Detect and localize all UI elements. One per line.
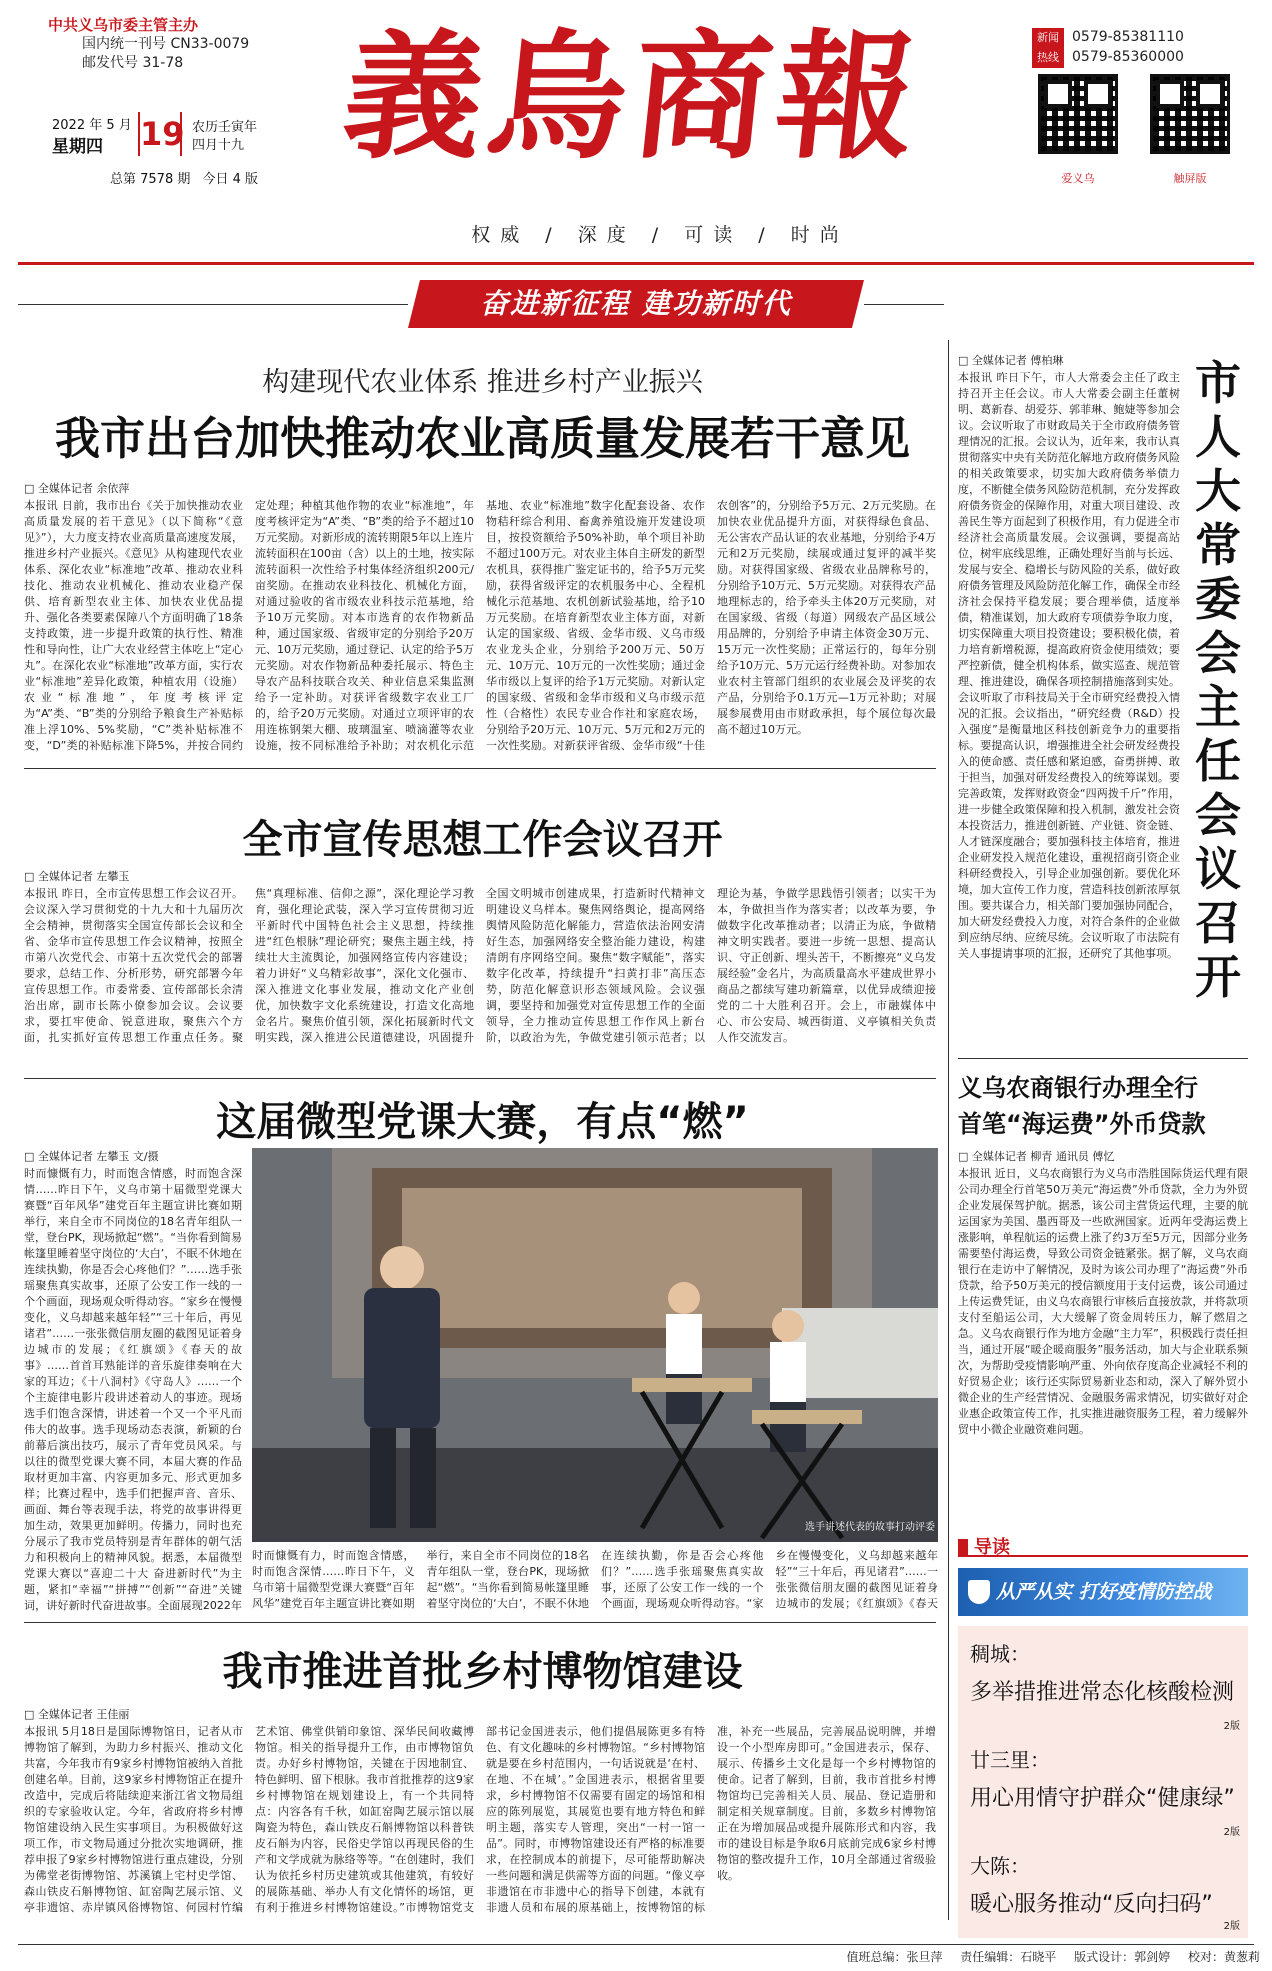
proofreader: 校对：黄葱莉 [1187,1950,1260,1964]
issue-line [110,168,258,187]
article2-headline[interactable]: 全市宣传思想工作会议召开 [242,817,723,863]
article1-body: 本报讯 日前，我市出台《关于加快推动农业高质量发展的若干意见》（以下简称“《意见》”），大力度支持农业高质量高速度发展，推进乡村产业振兴。《意见》从构建现代农业体系、深化农业“标准地”改革、推动农业科技化、推动农业机械化、推动农业稳产保供、培育新型农业主体、加快农业优品提升、强化各类要素保障八个方面明确了18条支持政策，进一步提升政策的执行性、精准性和导向性，让广大农业经营主体吃上“定心丸”。在深化农业“标准地”改革方面，实行农业“标准地”差异化政策，种植农用（设施）农业“标准地”，年度考核评定为“A”类、“B”类的分别给予粮食生产补贴标准上浮10%、5%奖励，“C”类补贴标准不变，“D”类的补贴标准下降5%，并按合同约定处理；种植其他作物的农业“标准地”，年度考核评定为“A”类、“B”类的给予不超过10万元奖励。对新形成的流转期限5年以上连片流转面积在100亩（含）以上的土地，按实际流转面积一次性给予村集体经济组织200元/亩奖励。在推动农业科技化、机械化方面，对通过验收的省市级农业科技示范基地，给予10万元奖励。对本市选育的农作物新品种，通过国家级、省级审定的分别给予20万元、10万元奖励，通过登记、认定的给予5万元奖励。对农作物新品种委托展示、特色主导农产品科技联合攻关、种业信息采集监测给予一定补助。对获评省级数字农业工厂的，给予20万元奖励。对通过立项评审的农用连栋钢架大棚、玻璃温室、喷滴灌等农业设施，按不同标准给予补助；对农机化示范基地、农业“标准地”数字化配套设备、农作物秸秆综合利用、畜禽养殖设施开发建设项目，按投资额给予50%补助，单个项目补助不超过100万元。对农业主体自主研发的新型农机具，获得推广鉴定证书的，给予5万元奖励，获得省级评定的农机服务中心、全程机械化示范基地、农机创新试验基地，给予10万元奖励。在培育新型农业主体方面，对新认定的国家级、省级、金华市级、义乌市级农业龙头企业，分别给予200万元、50万元、10万元、10万元的一次性奖励；通过金华市级以上复评的给予1万元奖励。对新认定的国家级、省级和金华市级和义乌市级示范性（合格性）农民专业合作社和家庭农场，分别给予20万元、10万元、5万元和2万元的一次性奖励。对新获评省级、金华市级“十佳农创客”的，分别给予5万元、2万元奖励。在加快农业优品提升方面，对获得绿色食品、无公害农产品认证的农业基地，分别给予4万元和2万元奖励，续展或通过复评的减半奖励。对获得国家级、省级农业品牌称号的，分别给予10万元、5万元奖励。对获得农产品地理标志的，给予牵头主体20万元奖励，对在国家级、省级（每道）网级农产品区域公用品牌的，分别给予申请主体资金30万元、15万元一次性奖励；正常运行的，每年分别给予10万元、5万元运行经费补助。对参加农业农村主管部门组织的农业展会及评奖的农产品，分别给予0.1万元—1万元补助；对展展参展费用由市财政承担，每个展位每次最高不超过10万元。 [24,499,936,752]
slogan: 权威 / 深度 / 可读 / 时尚 [471,224,849,246]
article1-headline[interactable]: 我市出台加快推动农业高质量发展若干意见 [54,412,910,465]
rail1-body: 本报讯 昨日下午，市人大常委会主任了政主持召开主任会议。市人大常委会副主任董树明、葛新春、胡爱芬、郭菲琳、鲍婕等参加会议。会议听取了市财政局关于全市政府债务管理情况的汇报。会议认为，近年来，我市认真贯彻落实中央有关防范化解地方政府债务风险的相关政策要求，切实加大政府债务举债力度，不断健全债务风险防范机制，充分发挥政府债务资金的保障作用，对重大项目建设、改善民生等方面起到了积极作用，有力促进全市经济社会高质量发展。会议强调，要提高站位，树牢底线思维，正确处理好当前与长远、发展与安全、稳增长与防风险的关系，做好政府债务管理及风险防范化解工作，确保全市经济社会保持平稳发展；要合理举债，适度举债，精准谋划，加大政府专项债券争取力度，切实保障重大项目投资建设；要积极化债，着力培育新增税源，提高政府资金使用绩效；要严控新债，健全机构体系，做实巡查、规范管理、推进建设，确保各项控制措施落到实处。会议听取了市科技局关于全市研究经费投入情况的汇报。会议指出，“研究经费（R&D）投入强度”是衡量地区科技创新竞争力的重要指标。要提高认识，增强推进全社会研发经费投入的使命感、责任感和紧迫感，奋勇拼搏、敢于担当，加强对研发经费投入的统筹谋划。要完善政策，发挥财政资金“四两拨千斤”作用，进一步健全政策保障和投入机制，激发社会资本投资活力，推进创新链、产业链、资金链、人才链深度融合；要加强科技主体培育，推进企业研发投入规范化建设，重视招商引资企业科研经费投入，引导企业加强创新。要优化环境，加大宣传工作力度，营造科技创新浓厚氛围。要共谋合力，相关部门要加强协同配合，加大研发经费投入力度，对符合条件的企业做到应纳尽纳、应统尽统。会议听取了市法院有关人事提请事项的汇报，还研究了其他事项。 [958,371,1180,960]
photo-caption: 选手讲述代表的故事打动评委 [805,1522,935,1533]
rail2-byline: □ 全媒体记者 柳青 通讯员 傅忆 [958,1148,1114,1164]
masthead-info [48,14,298,73]
newspaper-title: 義烏商報 [336,15,930,178]
page-count: 今日 4 版 [202,172,259,187]
article3-headline[interactable]: 这届微型党课大赛，有点“燃” [216,1099,749,1145]
duty-editor: 责任编辑：石晓平 [960,1950,1057,1964]
section-rule [18,304,408,305]
year-month: 2022 年 5 月 [52,118,132,133]
qr-code-icon[interactable] [1038,74,1118,154]
article4-byline: □ 全媒体记者 王佳丽 [24,1706,129,1722]
article3-body-lower: 时而慷慨有力，时而饱含情感，时而饱含深情……昨日下午，义乌市第十届微型党课大赛暨“百年风华”建党百年主题宣讲比赛如期举行，来自全市不同岗位的18名青年组队一堂，登台PK，现场掀起“燃”。“当你看到简易帐篷里睡着坚守岗位的‘大白’，不眠不休地在连续执勤，你是否会心疼他们？”……选手张瑶聚焦真实故事，还原了公安工作一线的一个个画面，现场观众听得动容。“家乡在慢慢变化，义乌却越来越年轻”“三十年后，再见诸君”……一张张微信朋友圈的截图见证着身边城市的发展；《红旗颂》《春天 [252,1549,938,1610]
guide-item[interactable] [958,1732,1248,1844]
qr2-caption: 触屏版 [1173,172,1207,185]
guide-place: 稠城： [970,1642,1030,1666]
lunar-day: 四月十九 [192,138,245,153]
column-divider [948,340,949,1920]
rail1-byline: □ 全媒体记者 傅柏琳 [958,352,1063,368]
article4-body: 本报讯 5月18日是国际博物馆日，记者从市博物馆了解到，为助力乡村振兴、推动文化共富，今年我市有9家乡村博物馆被纳入首批创建名单。目前，这9家乡村博物馆正在提升改造中，完成后将陆续迎来浙江省文物局组织的专家验收认定。今年，省政府将乡村博物馆建设纳入民生实事项目。为积极做好这项工作，市文物局通过分批次实地调研，推荐申报了9家乡村博物馆进行重点建设，分别为佛堂老街博物馆、苏溪镇上宅村史学馆、森山铁皮石斛博物馆、缸窑陶艺展示馆、义亭非遗馆、赤岸镇风俗博物馆、何园村竹编艺术馆、佛堂供销印象馆、深华民间收藏博物馆。相关的指导提升工作，由市博物馆负责。办好乡村博物馆，关键在于因地制宜、特色鲜明、留下根脉。我市首批推荐的这9家乡村博物馆在规划建设上，有一个共同特点：内容各有千秋，如缸窑陶艺展示馆以展陶瓷为特色，森山铁皮石斛博物馆以科普铁皮石斛为内容，民俗史学馆以再现民俗的生产和文学成就为脉络等等。“在创建时，我们认为依托乡村历史建筑或其他建筑，有较好的展陈基础、举办人有文化情怀的场馆，更有利于推进乡村博物馆建设。”市博物馆党支部书记金国进表示，他们提倡展陈更多有特色、有文化趣味的乡村博物馆。“乡村博物馆就是要在乡村范围内，一句话说就是‘在村、在地、不在城’。”金国进表示，根据省里要求，乡村博物馆不仅需要有固定的场馆和相应的陈列展览，其展览也要有地方特色和鲜明主题，落实专人管理，突出“一村一馆一品”。同时，市博物馆建设还有严格的标准要求，在控制成本的前提下，尽可能帮助解决一些问题和满足供需等方面的问题。“像义亭非遗馆在市非遗中心的指导下创建，本就有非遗人员和布展的原基础上，按博物馆的标准，补充一些展品，完善展品说明牌，并增设一个小型库房即可。”金国进表示，保存、展示、传播乡土文化是每一个乡村博物馆的使命。记者了解到，目前，我市首批乡村博物馆均已完善相关人员、展品、登记造册和制定相关规章制度。目前，多数乡村博物馆正在为增加展品或提升展陈形式和内容，我市的建设目标是争取6月底前完成6家乡村博物馆的整改提升工作，10月全部通过省级验收。 [24,1725,936,1914]
cn-number: 国内统一刊号 CN33-0079 [82,36,250,52]
guide-title: 多举措推进常态化核酸检测 [970,1680,1235,1705]
guide-title: 用心用情守护群众“健康绿” [970,1786,1235,1811]
header-divider [18,262,1254,265]
article-divider [24,1622,936,1623]
guide-item[interactable] [958,1626,1248,1738]
rail2-body: 本报讯 近日，义乌农商银行为义乌市浩胜国际货运代理有限公司办理全行首笔50万美元“海运费”外币贷款，全力为外贸企业发展保驾护航。据悉，该公司主营货运代理，主要的航运国家为美国、墨西哥及一些欧洲国家。近两年受海运费上涨影响，单程航运的运费上涨了约3万至5万元，因部分业务需要垫付海运费，导致公司资金链紧张。据了解，义乌农商银行在走访中了解情况，及时为该公司办理了“海运费”外币贷款，给予50万美元的授信额度用于支付运费，该公司通过上传运费凭证，由义乌农商银行审核后直接放款，并将款项支付至船运公司，大大缓解了资金周转压力，解了燃眉之急。义乌农商银行作为地方金融“主力军”，积极践行责任担当，通过开展“暖企暖商服务”服务活动，加大与企业联系频次，为帮助受疫情影响严重、外向依存度高企业减轻不利的好贸易企业；该行还实际贸易新业态和动，深入了解外贸小微企业的生产经营情况、金融服务需求情况，切实做好对企业惠企政策宣传工作，扎实推进融资服务工程，着力缓解外贸中小微企业融资难问题。 [958,1167,1248,1436]
qr1-caption: 爱义乌 [1061,172,1095,185]
rail2-headline-line1[interactable]: 义乌农商银行办理全行 [958,1074,1198,1102]
postal-code: 邮发代号 31-78 [82,55,184,71]
guide-page: 2版 [1223,1921,1240,1932]
section-rule [864,304,944,305]
article4-headline[interactable]: 我市推进首批乡村博物馆建设 [222,1649,743,1695]
footer-credits [700,1948,1260,1965]
article1-kicker: 构建现代农业体系 推进乡村产业振兴 [262,367,703,398]
article-divider [958,1058,1248,1059]
guide-place: 廿三里： [970,1748,1050,1772]
campaign-text: 从严从实 打好疫情防控战 [996,1581,1212,1603]
issue-number: 总第 7578 期 [110,172,191,187]
day-number: 19 [138,112,182,156]
guide-page: 2版 [1223,1721,1240,1732]
sponsor-org: 中共义乌市委主管主办 [48,16,199,34]
article2-body: 本报讯 昨日，全市宣传思想工作会议召开。会议深入学习贯彻党的十九大和十九届历次全会精神，贯彻落实全国宣传部长会议和全省、金华市宣传思想工作会议精神，按照全市第八次党代会、市第十五次党代会的部署要求，总结工作、分析形势，研究部署今年宣传思想工作。市委常委、宣传部部长余清治出席，副市长陈小僚参加会议。会议要求，要扛牢使命、锐意进取，聚焦六个方面，扎实抓好宣传思想工作重点任务。聚焦“真理标准、信仰之源”，深化理论学习教育，强化理论武装，深入学习宣传贯彻习近平新时代中国特色社会主义思想，持续推进“红色根脉”理论研究；聚焦主题主线，持续壮大主流舆论，加强网络宣传内容建设；着力讲好“义乌精彩故事”，深化文化强市、深入推进文化事业发展，推动文化产业创优，加快数字文化系统建设，打造文化高地金名片。聚焦价值引领，深化拓展新时代文明实践，深入推进公民道德建设，巩固提升全国文明城市创建成果，打造新时代精神文明建设义乌样本。聚焦网络舆论，提高网络舆情风险防范化解能力，营造依法治网安清好生态，加强网络安全整治能力建设，构建清朗有序网络空间。聚焦“数字赋能”，落实数字化改革，持续提升“扫黄打非”高压态势，防范化解意识形态领域风险。会议强调，要坚持和加强党对宣传思想工作的全面领导，全力推动宣传思想工作作风上新台阶，以政治为先，争做党建引领示范者；以理论为基，争做学思践悟引领者；以实干为本，争做担当作为落实者；以改革为要，争做数字化改革推动者；以清正为底，争做精神文明实践者。要进一步统一思想、提高认识、守正创新、埋头苦干，不断擦亮“义乌发展经验”金名片，为高质量高水平建成世界小商品之都续写建功新篇章，以优异成绩迎接党的二十大胜利召开。会上，市融媒体中心、市公安局、城西街道、义亭镇相关负责人作交流发言。 [24,887,936,1044]
qr-code-icon[interactable] [1150,74,1230,154]
weekday: 星期四 [52,137,103,157]
chief-editor: 值班总编：张旦萍 [846,1950,943,1964]
article3-body-col1: 时而慷慨有力，时而饱含情感，时而饱含深情……昨日下午，义乌市第十届微型党课大赛暨“百年风华”建党百年主题宣讲比赛如期举行，来自全市不同岗位的18名青年组队一堂，登台PK，现场掀起“燃”。“当你看到简易帐篷里睡着坚守岗位的‘大白’，不眠不休地在连续执勤，你是否会心疼他们？”……选手张瑶聚焦真实故事，还原了公安工作一线的一个个画面，现场观众听得动容。“家乡在慢慢变化，义乌却越来越年轻”“三十年后，再见诸君”……一张张微信朋友圈的截图见证着身边城市的发展；《红旗颂》《春天的故事》……首首耳熟能详的音乐旋律奏响在大家的耳边；《十八洞村》《守岛人》……一个个主旋律电影片段讲述着动人的事迹。现场选手们饱含深情，讲述着一个又一个平凡而伟大的故事。选手现场动态表演，新颖的台前幕后演出技巧，展示了青年党员风采。与以往的微型党课大赛不同，本届大赛的作品取材更加丰富、内容更加多元、形式更加多样；比赛过程中，选手们把握声音、音乐、画面、舞台等表现手法，将党的故事讲得更加生动，效果更加鲜明。传播力，同时也充分展示了我市党员特别是青年群体的朝气活力和积极向上的精神风貌。据悉，本届微型党课大赛以“喜迎二十大 奋进新时代”为主题，紧扣“幸福”“拼搏”“创新”“奋进”关键词，讲好新时代奋进故事。全面展现2022年 [24,1167,242,1612]
rail2-headline-line2[interactable]: 首笔“海运费”外币贷款 [958,1110,1206,1138]
guide-item[interactable] [958,1838,1248,1938]
campaign-banner[interactable] [958,1568,1248,1616]
designer: 版式设计：郭剑婷 [1074,1950,1171,1964]
article2-byline: □ 全媒体记者 左攀玉 [24,868,129,884]
hotline-label: 新闻热线 [1032,28,1064,68]
article1-byline: □ 全媒体记者 余依萍 [24,480,129,496]
guide-page: 2版 [1223,1827,1240,1838]
article-divider [24,1078,936,1079]
guide-heading: 导读 [958,1533,1248,1557]
hotline-phone-2: 0579-85360000 [1072,49,1184,65]
rail1-headline[interactable]: 市人大常委会主任会议召开 [1195,356,1241,1004]
photo-illustration [252,1148,938,1542]
guide-place: 大陈： [970,1854,1030,1878]
shield-icon [968,1580,990,1604]
lunar-year: 农历壬寅年 [192,120,258,135]
hotline-phone-1: 0579-85381110 [1072,29,1184,45]
guide-title: 暖心服务推动“反向扫码” [970,1892,1213,1917]
article-divider [24,768,936,769]
footer-divider [18,1944,1254,1945]
article3-photo[interactable] [252,1148,938,1542]
article3-byline: □ 全媒体记者 左攀玉 文/摄 [24,1148,159,1164]
banner-slogan: 奋进新征程 建功新时代 [480,287,792,320]
date-box [52,112,312,158]
